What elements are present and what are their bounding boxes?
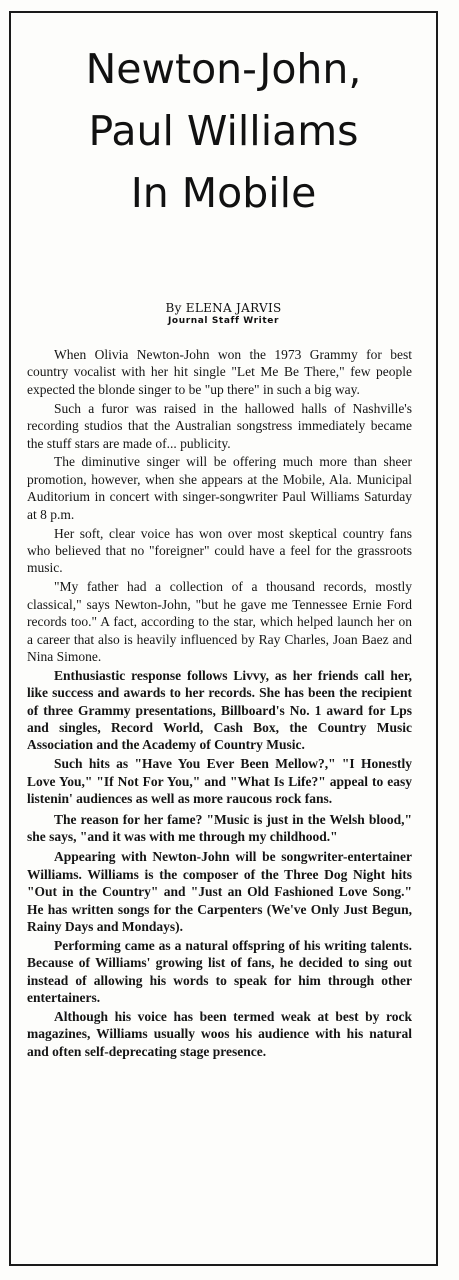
byline-author: By ELENA JARVIS (165, 301, 282, 315)
paragraph-8: The reason for her fame? "Music is just in the Welsh blood," she says, "and it was with me through my childhood." (27, 811, 412, 844)
paragraph-4: Her soft, clear voice has won over most skeptical country fans who believed that no "foreigner" could have a feel for the grassroots music. (27, 525, 412, 576)
paragraph-11: Although his voice has been termed weak at best by rock magazines, Williams usually woos his audience with his natural and often self-deprecating stage presence. (27, 1009, 412, 1059)
headline (9, 38, 438, 224)
byline-role: Journal Staff Writer (167, 316, 280, 326)
paragraph-5: "My father had a collection of a thousand records, mostly classical," says Newton-John, "but he gave me Tennessee Ernie Ford records too." A fact, according to the star, which helped launch her on a career that also is heavily influenced by Ray Charles, Joan Baez and Nina Simone. (27, 579, 412, 664)
paragraph-2: Such a furor was raised in the hallowed halls of Nashville's recording studios that the Australian songstress immediately became the stuff stars are made of... publicity. (27, 400, 412, 451)
article-body (27, 346, 412, 1062)
paragraph-10: Performing came as a natural offspring of his writing talents. Because of Williams' growing list of fans, he decided to sing out instead of allowing his words to speak for him through other entertainers. (27, 937, 412, 1006)
byline (9, 301, 438, 327)
paragraph-6: Enthusiastic response follows Livvy, as her friends call her, like success and awards to her records. She has been the recipient of three Grammy presentations, Billboard's No. 1 award for Lps and singles, Record World, Cash Box, the Country Music Association and the Academy of Country Music. (27, 667, 412, 753)
paragraph-3: The diminutive singer will be offering much more than sheer promotion, however, when she appears at the Mobile, Ala. Municipal Auditorium in concert with singer-songwriter Paul Williams Saturday at 8 p.m. (27, 454, 412, 522)
headline-line-3: In Mobile (130, 169, 317, 217)
headline-line-1: Newton-John, (85, 45, 362, 93)
paragraph-7: Such hits as "Have You Ever Been Mellow?," "I Honestly Love You," "If Not For You," and "What Is Life?" appeal to easy listenin' audiences as well as more raucous rock fans. (27, 756, 412, 807)
paragraph-1: When Olivia Newton-John won the 1973 Grammy for best country vocalist with her hit single "Let Me Be There," few people expected the blonde singer to be "up there" in such a big way. (27, 347, 412, 397)
headline-line-2: Paul Williams (88, 107, 359, 155)
paragraph-9: Appearing with Newton-John will be songwriter-entertainer Williams. Williams is the composer of the Three Dog Night hits "Out in the Country" and "Just an Old Fashioned Love Song." He has written songs for the Carpenters (We've Only Just Begun, Rainy Days and Mondays). (27, 849, 412, 934)
